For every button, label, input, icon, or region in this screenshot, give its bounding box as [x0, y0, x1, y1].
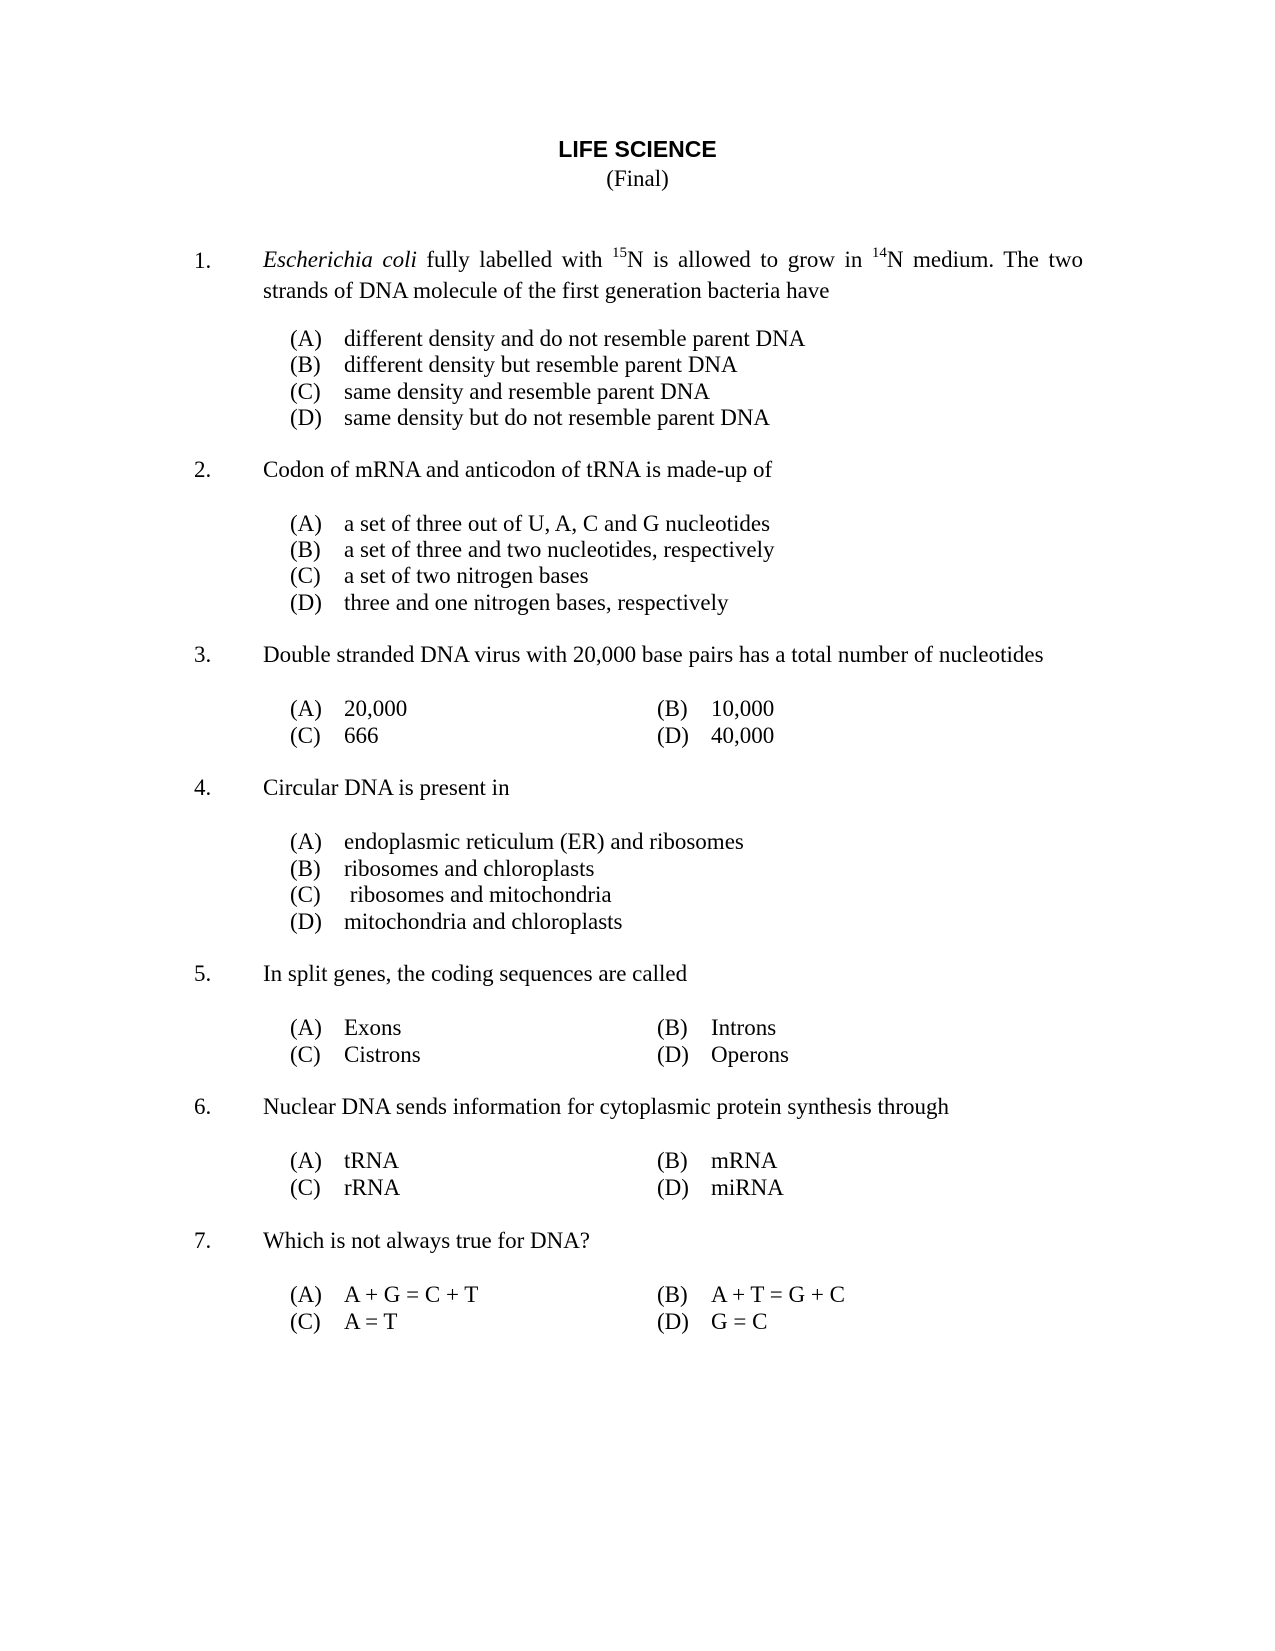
option-label: (A)	[290, 1282, 322, 1307]
option-text: mRNA	[711, 1148, 778, 1173]
option-text: a set of three and two nucleotides, respectively	[344, 537, 775, 562]
option-text: G = C	[711, 1309, 768, 1334]
option-label: (B)	[290, 352, 321, 377]
question-text-fragment: fully labelled with	[416, 247, 613, 272]
option-text: Exons	[344, 1015, 402, 1040]
option-text: 10,000	[711, 696, 775, 721]
option-text: endoplasmic reticulum (ER) and ribosomes	[344, 829, 744, 854]
option-label: (A)	[290, 696, 322, 721]
question-text	[263, 246, 1083, 304]
page-title: LIFE SCIENCE	[558, 136, 717, 162]
option-label: (B)	[290, 856, 321, 881]
option-label: (A)	[290, 829, 322, 854]
question-number: 7.	[194, 1228, 212, 1253]
species-name: Escherichia coli	[263, 247, 417, 272]
option-label: (D)	[657, 1309, 689, 1334]
question-number: 2.	[194, 457, 212, 482]
option-text: different density and do not resemble parent DNA	[344, 326, 806, 351]
question-number: 3.	[194, 642, 212, 667]
option-text: ribosomes and chloroplasts	[344, 856, 595, 881]
option-label: (B)	[657, 1148, 688, 1173]
option-label: (C)	[290, 563, 321, 588]
option-label: (D)	[657, 1042, 689, 1067]
option-label: (C)	[290, 723, 321, 748]
option-label: (C)	[290, 1309, 321, 1334]
option-label: (D)	[657, 723, 689, 748]
option-text: Operons	[711, 1042, 789, 1067]
question-text-fragment: N medium. The two strands of DNA molecule of the first generation bacteria have	[263, 247, 1083, 303]
option-text: same density but do not resemble parent DNA	[344, 405, 771, 430]
option-label: (B)	[657, 1015, 688, 1040]
option-text: three and one nitrogen bases, respectively	[344, 590, 729, 615]
option-label: (A)	[290, 1148, 322, 1173]
isotope-mass-superscript: 14	[871, 245, 887, 261]
question-number: 5.	[194, 961, 212, 986]
option-text: tRNA	[344, 1148, 399, 1173]
option-text: 666	[344, 723, 379, 748]
option-label: (A)	[290, 326, 322, 351]
option-label: (B)	[290, 537, 321, 562]
option-label: (D)	[290, 405, 322, 430]
option-text: same density and resemble parent DNA	[344, 379, 710, 404]
option-text: A + G = C + T	[344, 1282, 479, 1307]
option-text: rRNA	[344, 1175, 401, 1200]
question-text: Double stranded DNA virus with 20,000 base pairs has a total number of nucleotides	[263, 642, 1044, 667]
option-text: different density but resemble parent DNA	[344, 352, 738, 377]
option-text: 20,000	[344, 696, 408, 721]
option-text: Introns	[711, 1015, 777, 1040]
question-text: Which is not always true for DNA?	[263, 1228, 591, 1253]
option-text: miRNA	[711, 1175, 784, 1200]
option-label: (A)	[290, 511, 322, 536]
option-label: (A)	[290, 1015, 322, 1040]
option-label: (D)	[290, 909, 322, 934]
option-text: A = T	[344, 1309, 398, 1334]
isotope-mass-superscript: 15	[612, 245, 628, 261]
option-text: A + T = G + C	[711, 1282, 845, 1307]
option-label: (C)	[290, 379, 321, 404]
option-label: (B)	[657, 696, 688, 721]
option-text: a set of two nitrogen bases	[344, 563, 589, 588]
question-text: Nuclear DNA sends information for cytoplasmic protein synthesis through	[263, 1094, 950, 1119]
option-text: 40,000	[711, 723, 775, 748]
option-label: (B)	[657, 1282, 688, 1307]
option-label: (C)	[290, 1042, 321, 1067]
option-text: ribosomes and mitochondria	[344, 882, 612, 907]
question-text-fragment: N is allowed to grow in	[627, 247, 872, 272]
page-subtitle: (Final)	[606, 166, 669, 191]
question-number: 6.	[194, 1094, 212, 1119]
option-label: (D)	[290, 590, 322, 615]
question-text: Codon of mRNA and anticodon of tRNA is made-up of	[263, 457, 773, 482]
question-text: Circular DNA is present in	[263, 775, 510, 800]
option-label: (C)	[290, 882, 321, 907]
question-number: 4.	[194, 775, 212, 800]
option-text: a set of three out of U, A, C and G nucleotides	[344, 511, 771, 536]
question-number: 1.	[194, 248, 212, 273]
option-text: mitochondria and chloroplasts	[344, 909, 623, 934]
option-label: (C)	[290, 1175, 321, 1200]
option-text: Cistrons	[344, 1042, 421, 1067]
question-text: In split genes, the coding sequences are called	[263, 961, 688, 986]
option-label: (D)	[657, 1175, 689, 1200]
